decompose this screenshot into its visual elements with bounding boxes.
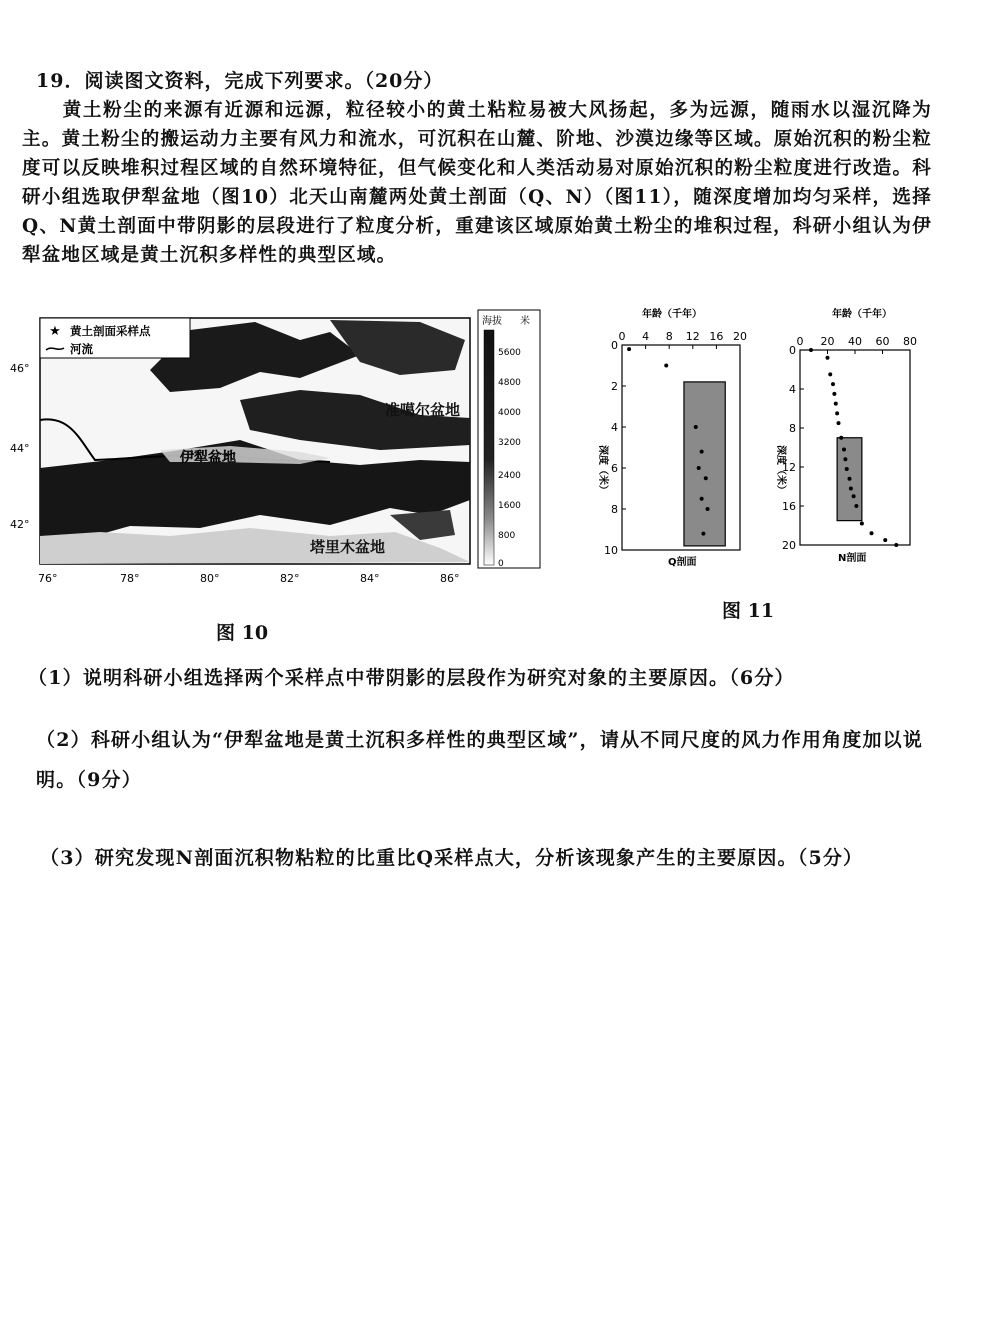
legend-star-icon: ★	[49, 324, 61, 339]
q-sample-point	[700, 450, 704, 454]
sub-question-3: （3）研究发现N剖面沉积物粘粒的比重比Q采样点大，分析该现象产生的主要原因。（5分）	[40, 847, 864, 869]
lat-tick-46: 46°	[10, 362, 30, 375]
lon-tick-76: 76°	[38, 572, 58, 585]
n-sample-point	[834, 402, 838, 406]
q-age-label: 年龄（千年）	[642, 309, 702, 320]
elev-tick-2400: 2400	[498, 471, 521, 481]
n-age-tick-label: 40	[848, 335, 862, 348]
label-ili-basin: 伊犁盆地	[180, 450, 236, 466]
lat-tick-44: 44°	[10, 442, 30, 455]
n-sample-point	[809, 348, 813, 352]
passage: 黄土粉尘的来源有近源和远源，粒径较小的黄土粘粒易被大风扬起，多为远源，随雨水以湿沉降为主。黄土粉尘的搬运动力主要有风力和流水，可沉积在山麓、阶地、沙漠边缘等区域。原始沉积的粉尘粒度可以反映堆积过程区域的自然环境特征，但气候变化和人类活动易对原始沉积的粉尘粒度进行改造。科研小组选取伊犁盆地（图10）北天山南麓两处黄土剖面（Q、N）（图11），随深度增加均匀采样，选择Q、N黄土剖面中带阴影的层段进行了粒度分析，重建该区域原始黄土粉尘的堆积过程，科研小组认为伊犁盆地区域是黄土沉积多样性的典型区域。	[22, 100, 932, 266]
n-depth-tick-label: 12	[782, 461, 796, 474]
elev-tick-0: 0	[498, 559, 504, 569]
lon-tick-82: 82°	[280, 572, 300, 585]
figure-10-caption: 图 10	[216, 622, 269, 644]
lon-tick-84: 84°	[360, 572, 380, 585]
n-sample-point	[837, 421, 841, 425]
q-shaded-layer	[684, 382, 725, 546]
q-sample-point	[664, 364, 668, 368]
n-depth-tick-label: 4	[789, 383, 796, 396]
q-sample-point	[704, 476, 708, 480]
elev-tick-5600: 5600	[498, 348, 521, 358]
n-sample-point	[845, 467, 849, 471]
elevation-unit: 米	[520, 316, 530, 327]
q-depth-tick-label: 10	[604, 544, 618, 557]
n-sample-point	[852, 494, 856, 498]
n-sample-point	[848, 477, 852, 481]
q-age-tick-label: 4	[642, 330, 650, 343]
lon-tick-78: 78°	[120, 572, 140, 585]
n-depth-tick-label: 20	[782, 539, 796, 552]
q-depth-tick-label: 4	[611, 421, 618, 434]
q-age-tick-label: 12	[685, 330, 700, 343]
n-age-label: 年龄（千年）	[832, 309, 892, 320]
n-sample-point	[894, 543, 898, 547]
n-profile-name: N剖面	[838, 553, 867, 564]
lon-tick-80: 80°	[200, 572, 220, 585]
n-sample-point	[883, 538, 887, 542]
n-depth-tick-label: 16	[782, 500, 796, 513]
n-sample-point	[870, 531, 874, 535]
n-depth-label: 深度（米）	[775, 445, 786, 495]
n-age-tick-label: 80	[903, 335, 917, 348]
q-sample-point	[627, 347, 631, 351]
sub-question-2: （2）科研小组认为“伊犁盆地是黄土沉积多样性的典型区域”，请从不同尺度的风力作用角度加以说明。（9分）	[36, 729, 924, 791]
q-sample-point	[706, 507, 710, 511]
q-depth-tick-label: 0	[611, 339, 618, 352]
q-age-tick-label: 20	[733, 330, 747, 343]
n-sample-point	[831, 382, 835, 386]
q-depth-tick-label: 8	[611, 503, 618, 516]
q-sample-point	[694, 425, 698, 429]
n-sample-point	[854, 504, 858, 508]
elev-tick-4800: 4800	[498, 378, 521, 388]
elev-tick-1600: 1600	[498, 501, 521, 511]
q-depth-tick-label: 6	[611, 462, 618, 475]
n-depth-tick-label: 0	[789, 344, 796, 357]
q-profile-name: Q剖面	[668, 557, 697, 568]
n-depth-tick-label: 8	[789, 422, 796, 435]
q-sample-point	[700, 497, 704, 501]
n-sample-point	[843, 457, 847, 461]
figure-11-profiles	[570, 305, 940, 575]
n-sample-point	[828, 372, 832, 376]
q-sample-point	[697, 466, 701, 470]
elev-tick-3200: 3200	[498, 438, 521, 448]
label-junggar-basin: 准噶尔盆地	[385, 401, 461, 419]
q-age-tick-label: 16	[709, 330, 724, 343]
q-depth-tick-label: 2	[611, 380, 618, 393]
elev-tick-800: 800	[498, 531, 516, 541]
question-header: 19．阅读图文资料，完成下列要求。（20分）	[36, 70, 444, 92]
legend-river-label: 河流	[70, 342, 93, 356]
elev-tick-4000: 4000	[498, 408, 521, 418]
lon-tick-86: 86°	[440, 572, 460, 585]
figure-10-map	[0, 300, 545, 600]
n-sample-point	[849, 486, 853, 490]
label-tarim-basin: 塔里木盆地	[310, 538, 386, 556]
q-age-tick-label: 0	[618, 330, 626, 343]
n-sample-point	[839, 436, 843, 440]
n-sample-point	[826, 356, 830, 360]
n-sample-point	[835, 411, 839, 415]
n-sample-point	[842, 447, 846, 451]
q-age-tick-label: 8	[665, 330, 673, 343]
figure-11-caption: 图 11	[722, 600, 775, 622]
elevation-color-bar	[484, 330, 494, 565]
sub-question-1: （1）说明科研小组选择两个采样点中带阴影的层段作为研究对象的主要原因。（6分）	[28, 667, 795, 689]
q-depth-label: 深度（米）	[597, 445, 608, 495]
n-sample-point	[860, 522, 864, 526]
lat-tick-42: 42°	[10, 518, 30, 531]
q-sample-point	[701, 532, 705, 536]
n-age-tick-label: 60	[875, 335, 890, 348]
n-sample-point	[832, 392, 836, 396]
n-age-tick-label: 20	[820, 335, 835, 348]
legend-sample-point-label: 黄土剖面采样点	[70, 324, 151, 338]
elevation-title: 海拔	[482, 316, 502, 327]
n-age-tick-label: 0	[796, 335, 804, 348]
